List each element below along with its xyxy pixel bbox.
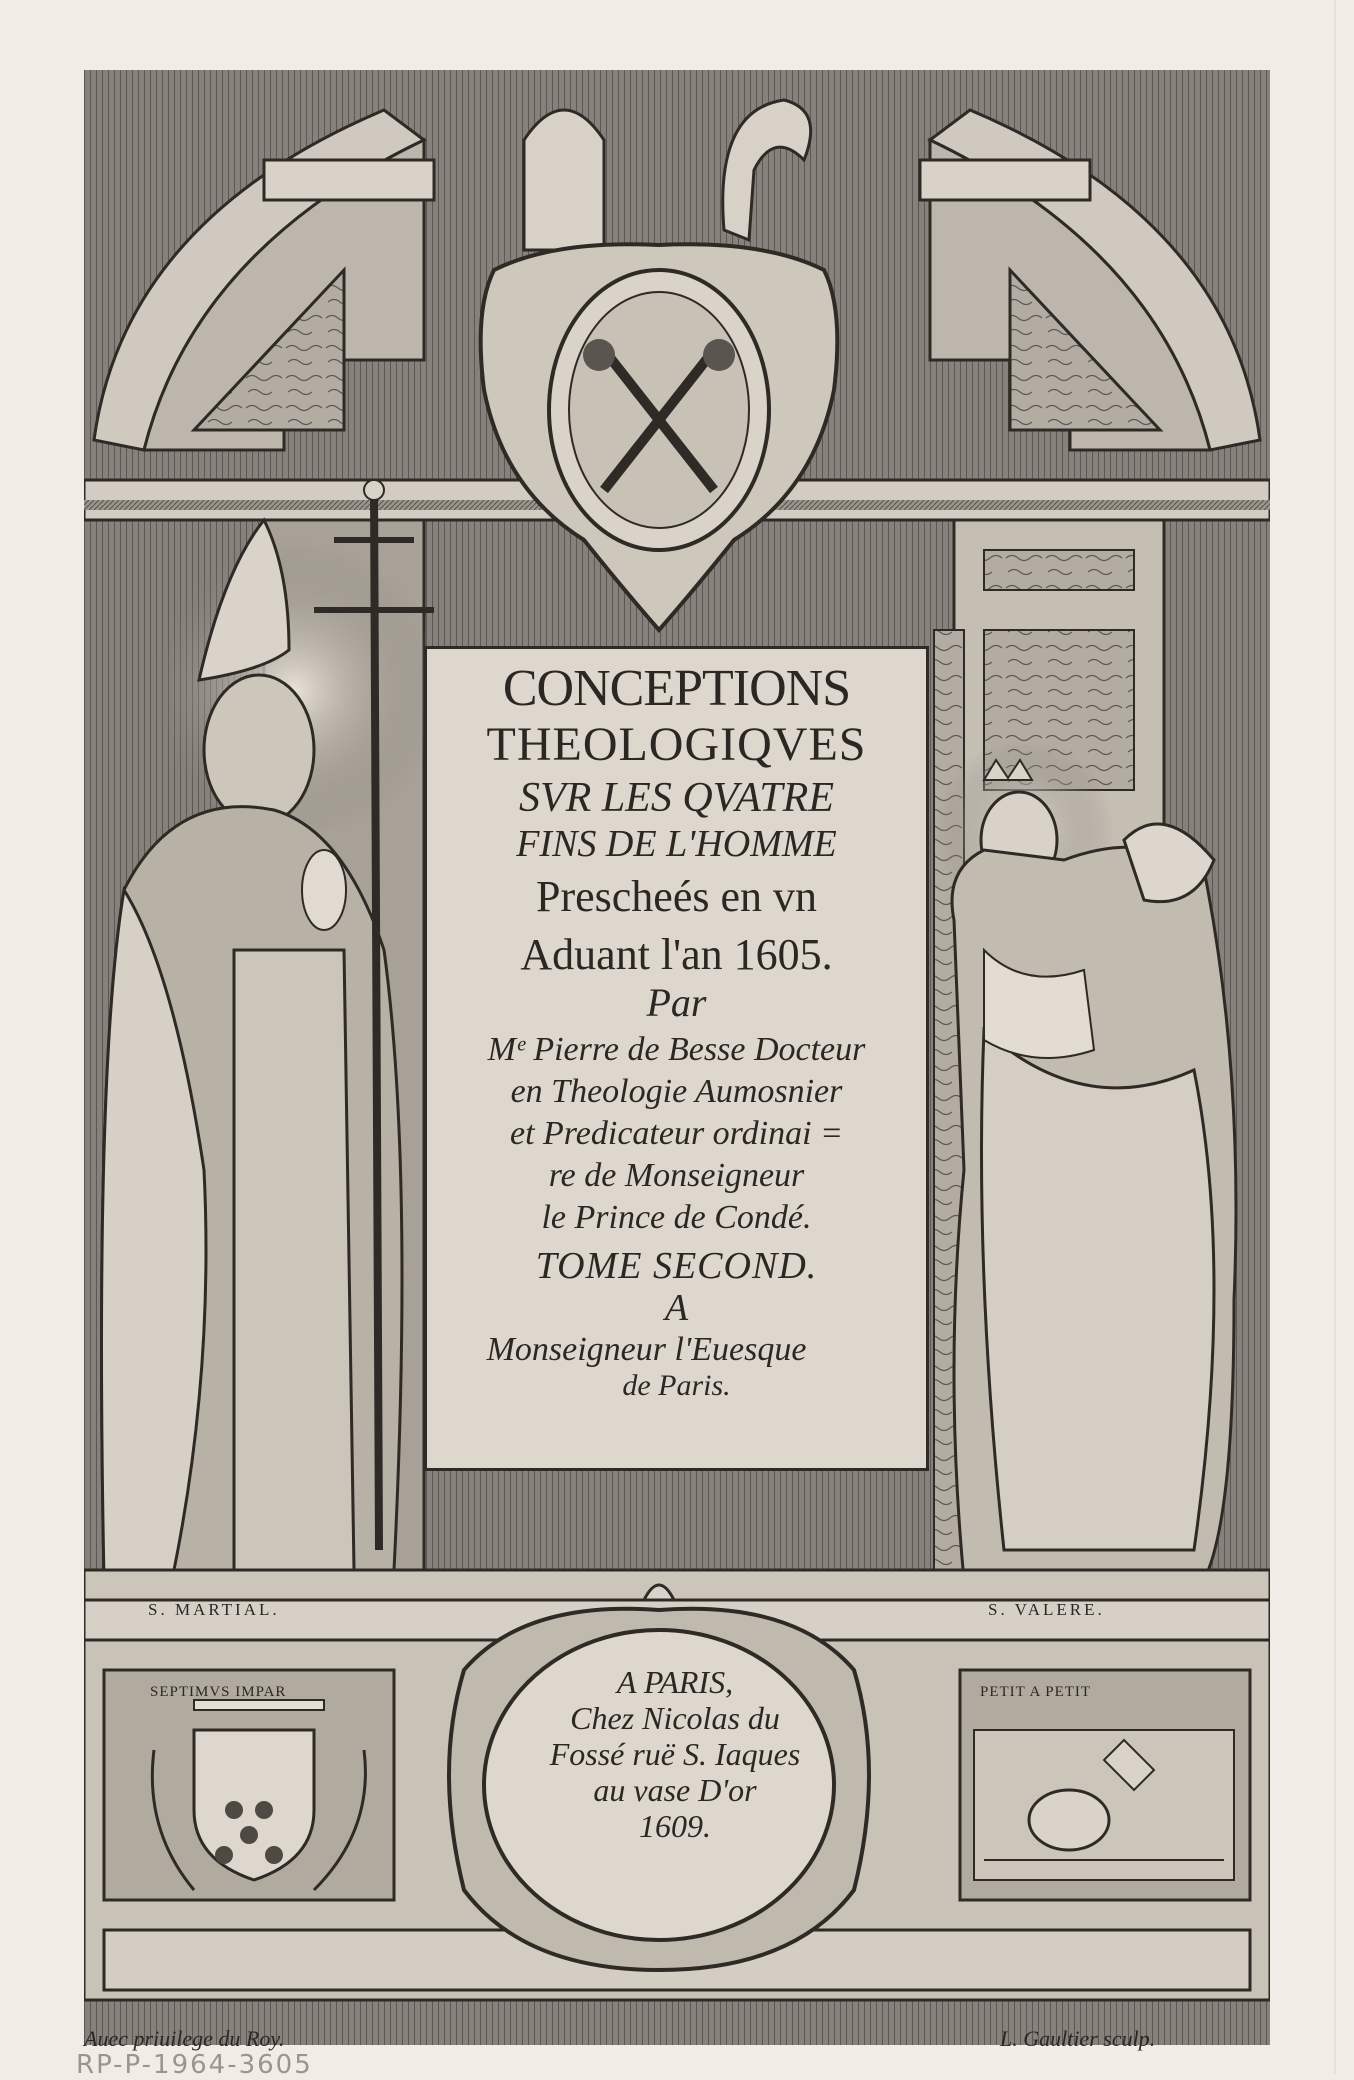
motto-right: PETIT A PETIT [980, 1684, 1092, 1700]
imprint-year: 1609. [639, 1808, 711, 1844]
dedication-line-1: Monseigneur l'Euesque [486, 1331, 807, 1368]
inventory-number: RP-P-1964-3605 [76, 2050, 313, 2080]
title-line-fins-de-lhomme: FINS DE L'HOMME [516, 823, 837, 865]
motto-left: SEPTIMVS IMPAR [150, 1684, 287, 1700]
paper-edge [1334, 0, 1336, 2074]
privilege-note: Auec priuilege du Roy. [84, 2026, 285, 2051]
imprint-printer: Chez Nicolas du [570, 1700, 780, 1736]
author-line-2: en Theologie Aumosnier [510, 1073, 843, 1110]
imprint-address: Fossé ruë S. Iaques [549, 1736, 801, 1772]
title-line-aduant: Aduant l'an 1605. [520, 930, 833, 979]
author-line-4: re de Monseigneur [548, 1157, 805, 1194]
imprint-city: A PARIS, [616, 1664, 734, 1700]
title-line-theologiques: THEOLOGIQVES [486, 718, 867, 771]
saint-right-label: S. VALERE. [988, 1600, 1105, 1619]
title-line-par: Par [646, 980, 707, 1025]
engraver-signature: L. Gaultier sculp. [1000, 2026, 1156, 2051]
saint-left-label: S. MARTIAL. [148, 1600, 280, 1619]
publisher-imprint [510, 1662, 840, 1842]
title-line-preschees: Prescheés en vn [535, 872, 817, 921]
title-line-sur-les-quatre: SVR LES QVATRE [519, 775, 834, 821]
author-line-3: et Predicateur ordinai = [510, 1115, 843, 1152]
volume-label: TOME SECOND. [535, 1245, 818, 1287]
right-device-vase [974, 1730, 1234, 1880]
title-line-conceptions: CONCEPTIONS [502, 660, 851, 717]
base-ledge [84, 1570, 1270, 1600]
author-line-1: Mᵉ Pierre de Besse Docteur [487, 1031, 866, 1068]
saint-valere-figure [952, 760, 1236, 1580]
dedication-a: A [664, 1287, 689, 1329]
title-panel [424, 646, 929, 1471]
imprint-sign: au vase D'or [593, 1772, 757, 1808]
dedication-line-2: de Paris. [622, 1369, 731, 1402]
author-line-5: le Prince de Condé. [541, 1199, 812, 1236]
